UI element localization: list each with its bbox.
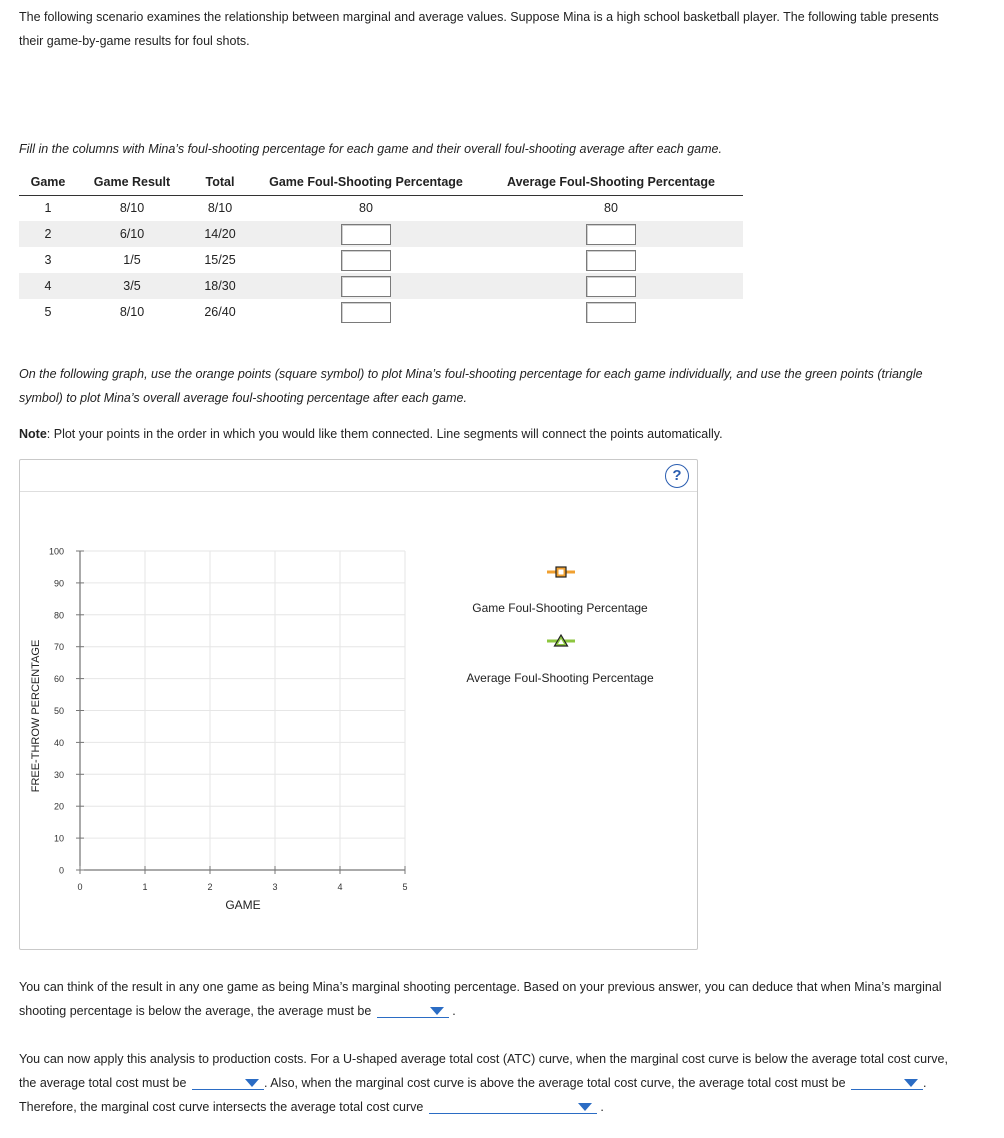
- x-tick-label: 0: [77, 882, 83, 892]
- y-tick-label: 20: [53, 801, 64, 812]
- y-tick-label: 10: [53, 833, 64, 844]
- cell-result: 1/5: [123, 253, 141, 267]
- x-tick-label: 4: [337, 882, 343, 892]
- y-tick-label: 50: [53, 706, 64, 716]
- header-avg-pct: Average Foul-Shooting Percentage: [479, 173, 743, 195]
- graph-svg[interactable]: [20, 460, 699, 951]
- question-2: You can now apply this analysis to production costs. For a U-shaped average total cost (ATC) curve, when the marginal cost curve is below the average total cost curve, the average total cost must be . Also, when the marginal cost curve is above the average total cost curve, the average total cost must be . Therefore, the marginal cost curve intersects the average total cost curve .: [19, 1052, 948, 1114]
- average-direction-dropdown-1[interactable]: [377, 1002, 449, 1018]
- legend-label-avg-pct: Average Foul-Shooting Percentage: [466, 671, 654, 685]
- cell-total: 26/40: [204, 305, 236, 319]
- cell-game: 2: [19, 221, 77, 247]
- x-tick-label: 1: [142, 882, 148, 892]
- cell-avg-pct: 80: [604, 201, 618, 216]
- table-row: [19, 299, 743, 325]
- plot-grid: [80, 551, 405, 870]
- game-pct-input-5[interactable]: [341, 302, 391, 323]
- table-header-row: [19, 173, 743, 195]
- table-row: [19, 247, 743, 273]
- x-tick-label: 3: [272, 882, 278, 892]
- cell-game: 4: [19, 273, 77, 299]
- table-row: [19, 273, 743, 299]
- game-pct-input-3[interactable]: [341, 250, 391, 271]
- graph-panel: [19, 459, 698, 950]
- cell-total: 18/30: [187, 273, 253, 299]
- header-game-pct: Game Foul-Shooting Percentage: [253, 173, 479, 195]
- cell-avg-pct: [479, 273, 743, 299]
- header-game-result: Game Result: [77, 173, 187, 195]
- cell-total: 8/10: [207, 201, 233, 216]
- y-tick-label: 70: [53, 642, 64, 653]
- x-axis-label: GAME: [225, 898, 261, 912]
- y-tick-label: 0: [58, 865, 64, 876]
- y-tick-label: 90: [53, 578, 64, 589]
- table-row: [19, 195, 743, 221]
- avg-pct-input-2[interactable]: [586, 224, 636, 245]
- cell-game-pct: [253, 299, 479, 325]
- x-tick-label: 5: [402, 882, 408, 892]
- cell-game: 3: [44, 253, 52, 267]
- cell-game-pct: [253, 221, 479, 247]
- intersection-dropdown[interactable]: [429, 1098, 597, 1114]
- results-table: [19, 173, 743, 325]
- green-triangle-point-icon[interactable]: [547, 635, 575, 646]
- note-text: Note: Plot your points in the order in which you would like them connected. Line segments will connect the points automatically.: [19, 427, 723, 441]
- table-row: [19, 221, 743, 247]
- y-tick-label: 100: [48, 546, 64, 557]
- cell-result: 8/10: [119, 305, 145, 319]
- cell-avg-pct: [479, 299, 743, 325]
- y-tick-label: 40: [53, 737, 64, 748]
- cell-total: 15/25: [204, 253, 236, 267]
- help-icon[interactable]: ?: [665, 464, 689, 488]
- cell-game-pct: 80: [359, 201, 373, 216]
- cell-game: 1: [44, 201, 52, 216]
- game-pct-input-2[interactable]: [341, 224, 391, 245]
- cell-avg-pct: [479, 247, 743, 273]
- chevron-down-icon: [904, 1079, 918, 1087]
- y-tick-label: 30: [53, 769, 64, 780]
- game-pct-input-4[interactable]: [341, 276, 391, 297]
- y-tick-label: 80: [53, 610, 64, 621]
- cell-result: 6/10: [77, 221, 187, 247]
- chevron-down-icon: [245, 1079, 259, 1087]
- legend-label-game-pct: Game Foul-Shooting Percentage: [472, 601, 648, 615]
- x-tick-label: 2: [207, 882, 213, 892]
- cell-total: 14/20: [187, 221, 253, 247]
- header-game: Game: [19, 173, 77, 195]
- avg-pct-input-3[interactable]: [586, 250, 636, 271]
- question-1: You can think of the result in any one game as being Mina’s marginal shooting percentage. Based on your previous answer, you can deduce that when Mina’s marginal shooting percentage is below the average, the average must be .: [19, 980, 942, 1018]
- chevron-down-icon: [578, 1103, 592, 1111]
- cell-game: 5: [44, 305, 52, 319]
- header-total: Total: [187, 173, 253, 195]
- atc-below-dropdown[interactable]: [192, 1074, 264, 1090]
- cell-result: 8/10: [119, 201, 145, 216]
- graph-instruction: On the following graph, use the orange points (square symbol) to plot Mina’s foul-shooting percentage for each game individually, and use the green points (triangle symbol) to plot Mina’s overall average foul-shooting percentage after each game.: [19, 367, 923, 405]
- y-axis-label: FREE-THROW PERCENTAGE: [30, 639, 42, 793]
- chevron-down-icon: [430, 1007, 444, 1015]
- cell-result: 3/5: [77, 273, 187, 299]
- avg-pct-input-4[interactable]: [586, 276, 636, 297]
- cell-game-pct: [253, 273, 479, 299]
- avg-pct-input-5[interactable]: [586, 302, 636, 323]
- table-instruction: Fill in the columns with Mina’s foul-shooting percentage for each game and their overall foul-shooting average after each game.: [19, 142, 722, 156]
- atc-above-dropdown[interactable]: [851, 1074, 923, 1090]
- y-ticks: [49, 547, 84, 876]
- intro-text: The following scenario examines the relationship between marginal and average values. Suppose Mina is a high school basketball player. The following table presents their game-by-game results for foul shots.: [19, 10, 939, 48]
- y-tick-label: 60: [53, 674, 64, 685]
- orange-square-point-icon[interactable]: [547, 567, 575, 577]
- cell-avg-pct: [479, 221, 743, 247]
- cell-game-pct: [253, 247, 479, 273]
